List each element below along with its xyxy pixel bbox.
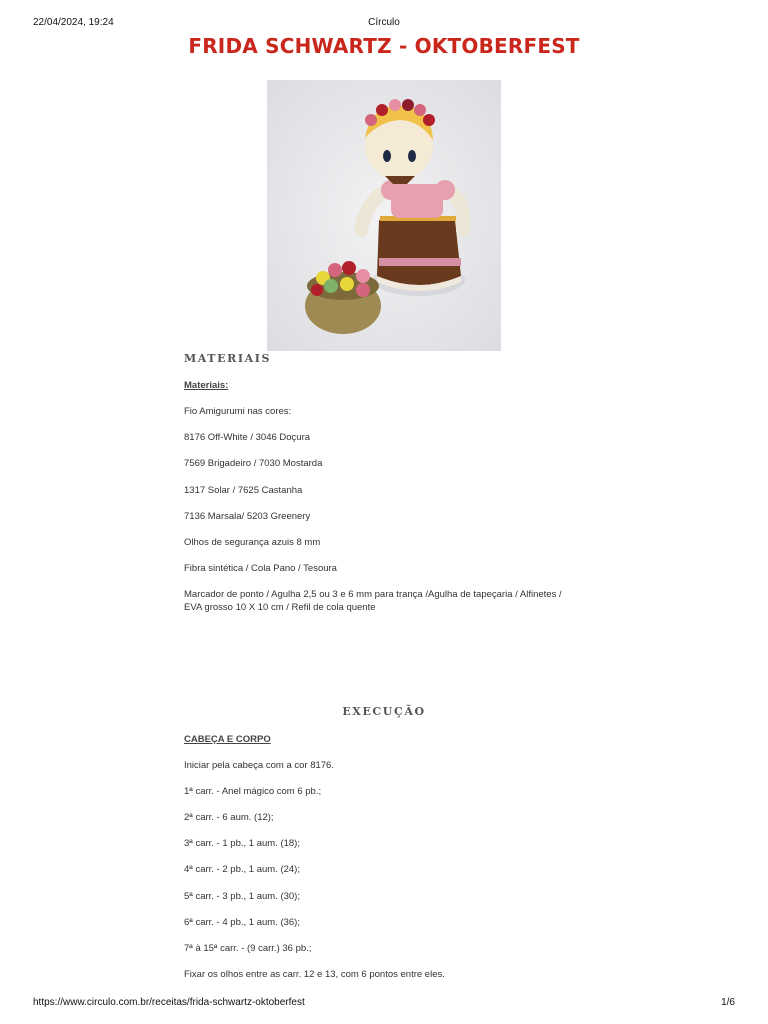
materials-line: 1317 Solar / 7625 Castanha [184, 485, 303, 496]
execution-line: 3ª carr. - 1 pb., 1 aum. (18); [184, 838, 300, 849]
doll-photo [267, 80, 501, 351]
execution-line: 1ª carr. - Anel mágico com 6 pb.; [184, 786, 322, 797]
execution-heading: EXECUÇÃO [342, 705, 426, 718]
print-datetime: 22/04/2024, 19:24 [33, 17, 114, 28]
materials-subheading: Materiais: [184, 380, 229, 391]
execution-line: Fixar os olhos entre as carr. 12 e 13, com 6 pontos entre eles. [184, 969, 445, 980]
execution-line: 2ª carr. - 6 aum. (12); [184, 812, 274, 823]
page-number: 1/6 [721, 997, 735, 1008]
execution-line: Iniciar pela cabeça com a cor 8176. [184, 760, 334, 771]
materials-line: 8176 Off-White / 3046 Doçura [184, 432, 311, 443]
materials-line: 7569 Brigadeiro / 7030 Mostarda [184, 458, 323, 469]
print-site-title: Círculo [368, 17, 400, 28]
execution-line: 4ª carr. - 2 pb., 1 aum. (24); [184, 864, 300, 875]
materials-line: Fio Amigurumi nas cores: [184, 406, 292, 417]
recipe-title: FRIDA SCHWARTZ - OKTOBERFEST [188, 34, 580, 58]
materials-line: Fibra sintética / Cola Pano / Tesoura [184, 563, 337, 574]
materials-line: Olhos de segurança azuis 8 mm [184, 537, 321, 548]
execution-subheading: CABEÇA E CORPO [184, 734, 271, 745]
materials-line: Marcador de ponto / Agulha 2,5 ou 3 e 6 mm para trança /Agulha de tapeçaria / Alfinetes / EVA grosso 10 X 10 cm / Refil de cola quente [184, 589, 562, 613]
print-url: https://www.circulo.com.br/receitas/frida-schwartz-oktoberfest [33, 997, 305, 1008]
execution-line: 5ª carr. - 3 pb., 1 aum. (30); [184, 891, 300, 902]
materials-line: 7136 Marsala/ 5203 Greenery [184, 511, 311, 522]
execution-line: 6ª carr. - 4 pb., 1 aum. (36); [184, 917, 300, 928]
materials-heading: MATERIAIS [184, 352, 271, 365]
execution-line: 7ª à 15ª carr. - (9 carr.) 36 pb.; [184, 943, 312, 954]
